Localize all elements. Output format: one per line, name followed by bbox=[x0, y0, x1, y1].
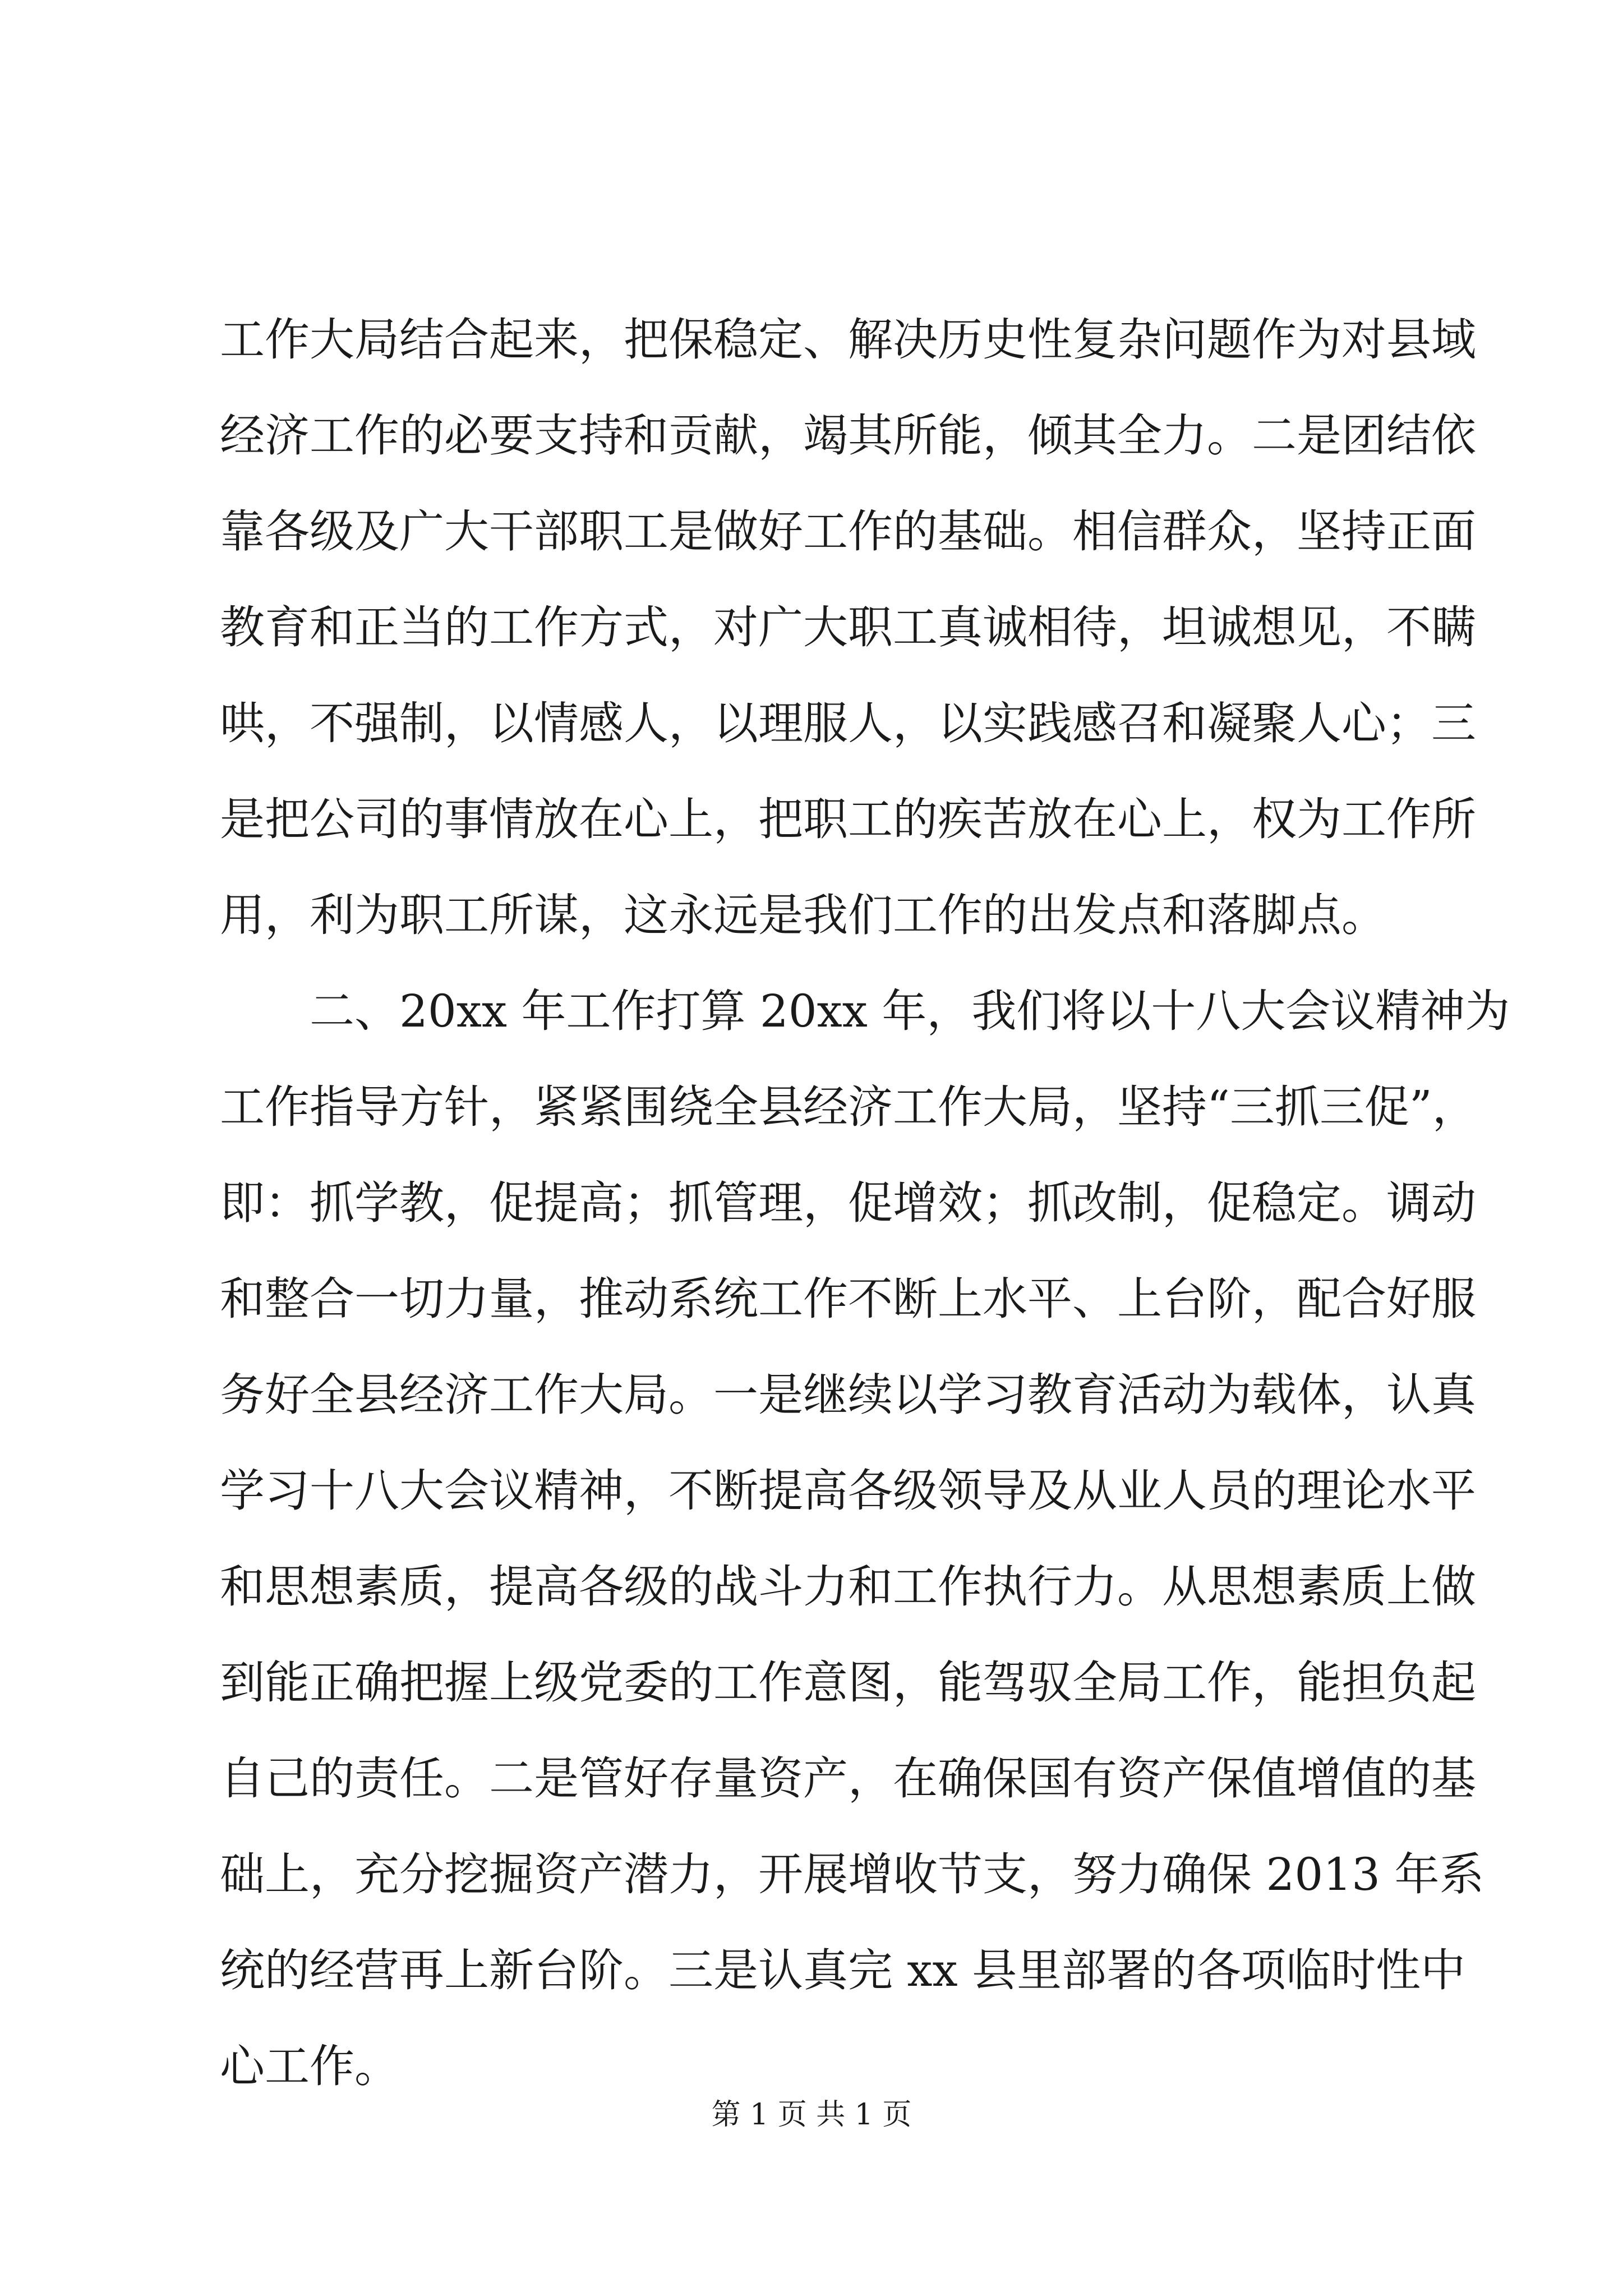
text-line: 到能正确把握上级党委的工作意图，能驾驭全局工作，能担负起 bbox=[220, 1657, 1476, 1709]
text-line: 础上，充分挖掘资产潜力，开展增收节支，努力确保 2013 年系 bbox=[220, 1848, 1484, 1901]
paragraph-end-line: 心工作。 bbox=[220, 2040, 399, 2092]
text-line: 工作指导方针，紧紧围绕全县经济工作大局，坚持“三抓三促”， bbox=[220, 1081, 1477, 1133]
text-line: 工作大局结合起来，把保稳定、解决历史性复杂问题作为对县域 bbox=[220, 314, 1476, 366]
text-line: 即：抓学教，促提高；抓管理，促增效；抓改制，促稳定。调动 bbox=[220, 1177, 1476, 1229]
text-line: 经济工作的必要支持和贡献，竭其所能，倾其全力。二是团结依 bbox=[220, 409, 1476, 462]
text-line: 统的经营再上新台阶。三是认真完 xx 县里部署的各项临时性中 bbox=[220, 1944, 1466, 1996]
text-line: 教育和正当的工作方式，对广大职工真诚相待，坦诚想见，不瞒 bbox=[220, 601, 1476, 654]
text-line: 务好全县经济工作大局。一是继续以学习教育活动为载体，认真 bbox=[220, 1369, 1476, 1421]
text-line: 靠各级及广大干部职工是做好工作的基础。相信群众，坚持正面 bbox=[220, 505, 1476, 558]
page-number-footer: 第 1 页 共 1 页 bbox=[711, 2098, 912, 2132]
text-line: 和思想素质，提高各级的战斗力和工作执行力。从思想素质上做 bbox=[220, 1561, 1476, 1613]
paragraph-end-line: 用，利为职工所谋，这永远是我们工作的出发点和落脚点。 bbox=[220, 889, 1386, 941]
body-text bbox=[220, 292, 1510, 2114]
paragraph-start-line: 二、20xx 年工作打算 20xx 年，我们将以十八大会议精神为 bbox=[220, 985, 1510, 1037]
text-line: 学习十八大会议精神，不断提高各级领导及从业人员的理论水平 bbox=[220, 1465, 1476, 1517]
text-line: 和整合一切力量，推动系统工作不断上水平、上台阶，配合好服 bbox=[220, 1273, 1476, 1325]
text-line: 是把公司的事情放在心上，把职工的疾苦放在心上，权为工作所 bbox=[220, 793, 1476, 845]
text-line: 自己的责任。二是管好存量资产，在确保国有资产保值增值的基 bbox=[220, 1752, 1476, 1805]
text-line: 哄，不强制，以情感人，以理服人，以实践感召和凝聚人心；三 bbox=[220, 697, 1476, 749]
